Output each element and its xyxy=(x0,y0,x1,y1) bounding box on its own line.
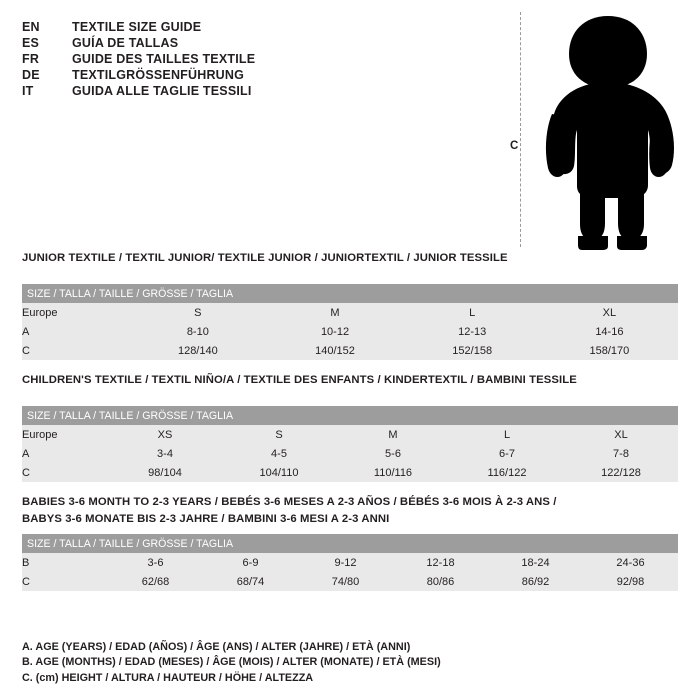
legend-line-c: C. (cm) HEIGHT / ALTURA / HAUTEUR / HÖHE / ALTEZZA xyxy=(22,671,314,684)
table-cell: 62/68 xyxy=(108,572,203,591)
row-label: A xyxy=(22,322,129,341)
table-cell: 104/110 xyxy=(222,463,336,482)
table-cell: L xyxy=(450,425,564,444)
measure-label-c: C xyxy=(510,140,519,152)
size-header-label: SIZE / TALLA / TAILLE / GRÖSSE / TAGLIA xyxy=(22,406,678,425)
table-cell: XL xyxy=(564,425,678,444)
row-label: Europe xyxy=(22,303,129,322)
table-row xyxy=(22,341,678,360)
row-label: B xyxy=(22,553,108,572)
measure-dashed-line xyxy=(520,12,521,247)
table-header-row xyxy=(22,534,678,553)
table-row xyxy=(22,322,678,341)
section-title-children: CHILDREN'S TEXTILE / TEXTIL NIÑO/A / TEXTILE DES ENFANTS / KINDERTEXTIL / BAMBINI TESSILE xyxy=(22,374,577,386)
table-cell: 152/158 xyxy=(404,341,541,360)
table-cell: 12-18 xyxy=(393,553,488,572)
children-size-table xyxy=(22,406,678,482)
child-silhouette-icon xyxy=(538,10,678,250)
table-row xyxy=(22,303,678,322)
table-cell: 3-6 xyxy=(108,553,203,572)
language-title-list xyxy=(22,20,492,100)
table-cell: 86/92 xyxy=(488,572,583,591)
size-header-label: SIZE / TALLA / TAILLE / GRÖSSE / TAGLIA xyxy=(22,284,678,303)
table-cell: M xyxy=(336,425,450,444)
table-row xyxy=(22,463,678,482)
table-cell: 98/104 xyxy=(108,463,222,482)
table-cell: 18-24 xyxy=(488,553,583,572)
table-cell: 24-36 xyxy=(583,553,678,572)
table-cell: 68/74 xyxy=(203,572,298,591)
table-cell: S xyxy=(222,425,336,444)
table-cell: 12-13 xyxy=(404,322,541,341)
table-cell: 110/116 xyxy=(336,463,450,482)
language-title: TEXTILGRÖSSENFÜHRUNG xyxy=(72,68,245,82)
table-cell: 7-8 xyxy=(564,444,678,463)
table-cell: 3-4 xyxy=(108,444,222,463)
section-title-babies-line1: BABIES 3-6 MONTH TO 2-3 YEARS / BEBÉS 3-6 MESES A 2-3 AÑOS / BÉBÉS 3-6 MOIS À 2-3 ANS / xyxy=(22,496,557,508)
language-code: ES xyxy=(22,36,40,50)
row-label: Europe xyxy=(22,425,108,444)
table-cell: 5-6 xyxy=(336,444,450,463)
legend-line-b: B. AGE (MONTHS) / EDAD (MESES) / ÂGE (MOIS) / ALTER (MONATE) / ETÀ (MESI) xyxy=(22,656,441,668)
row-label: C xyxy=(22,463,108,482)
table-cell: XS xyxy=(108,425,222,444)
language-row xyxy=(22,52,492,66)
table-cell: 14-16 xyxy=(541,322,678,341)
table-cell: S xyxy=(129,303,266,322)
language-code: DE xyxy=(22,68,40,82)
table-cell: 92/98 xyxy=(583,572,678,591)
legend-line-a: A. AGE (YEARS) / EDAD (AÑOS) / ÂGE (ANS) / ALTER (JAHRE) / ETÀ (ANNI) xyxy=(22,640,411,653)
table-cell: 8-10 xyxy=(129,322,266,341)
table-row xyxy=(22,553,678,572)
language-code: EN xyxy=(22,20,40,34)
table-cell: 6-7 xyxy=(450,444,564,463)
language-code: IT xyxy=(22,84,34,98)
table-cell: 80/86 xyxy=(393,572,488,591)
table-cell: L xyxy=(404,303,541,322)
table-cell: 116/122 xyxy=(450,463,564,482)
table-cell: 122/128 xyxy=(564,463,678,482)
table-cell: 158/170 xyxy=(541,341,678,360)
language-title: GUIDE DES TAILLES TEXTILE xyxy=(72,52,256,66)
language-row xyxy=(22,84,492,98)
table-cell: 4-5 xyxy=(222,444,336,463)
table-cell: 6-9 xyxy=(203,553,298,572)
legend-block xyxy=(22,640,441,687)
table-header-row xyxy=(22,406,678,425)
size-header-label: SIZE / TALLA / TAILLE / GRÖSSE / TAGLIA xyxy=(22,534,678,553)
table-cell: 128/140 xyxy=(129,341,266,360)
table-cell: 9-12 xyxy=(298,553,393,572)
table-cell: 74/80 xyxy=(298,572,393,591)
table-row xyxy=(22,572,678,591)
table-row xyxy=(22,425,678,444)
row-label: C xyxy=(22,572,108,591)
language-row xyxy=(22,36,492,50)
table-cell: XL xyxy=(541,303,678,322)
table-header-row xyxy=(22,284,678,303)
language-title: TEXTILE SIZE GUIDE xyxy=(72,20,202,34)
babies-size-table xyxy=(22,534,678,591)
table-cell: 10-12 xyxy=(266,322,403,341)
language-title: GUIDA ALLE TAGLIE TESSILI xyxy=(72,84,252,98)
table-cell: M xyxy=(266,303,403,322)
row-label: C xyxy=(22,341,129,360)
row-label: A xyxy=(22,444,108,463)
language-code: FR xyxy=(22,52,40,66)
table-row xyxy=(22,444,678,463)
language-title: GUÍA DE TALLAS xyxy=(72,36,179,50)
height-measure-figure xyxy=(506,8,686,253)
language-row xyxy=(22,20,492,34)
section-title-junior: JUNIOR TEXTILE / TEXTIL JUNIOR/ TEXTILE JUNIOR / JUNIORTEXTIL / JUNIOR TESSILE xyxy=(22,252,508,264)
language-row xyxy=(22,68,492,82)
junior-size-table xyxy=(22,284,678,360)
section-title-babies-line2: BABYS 3-6 MONATE BIS 2-3 JAHRE / BAMBINI 3-6 MESI A 2-3 ANNI xyxy=(22,513,390,525)
table-cell: 140/152 xyxy=(266,341,403,360)
